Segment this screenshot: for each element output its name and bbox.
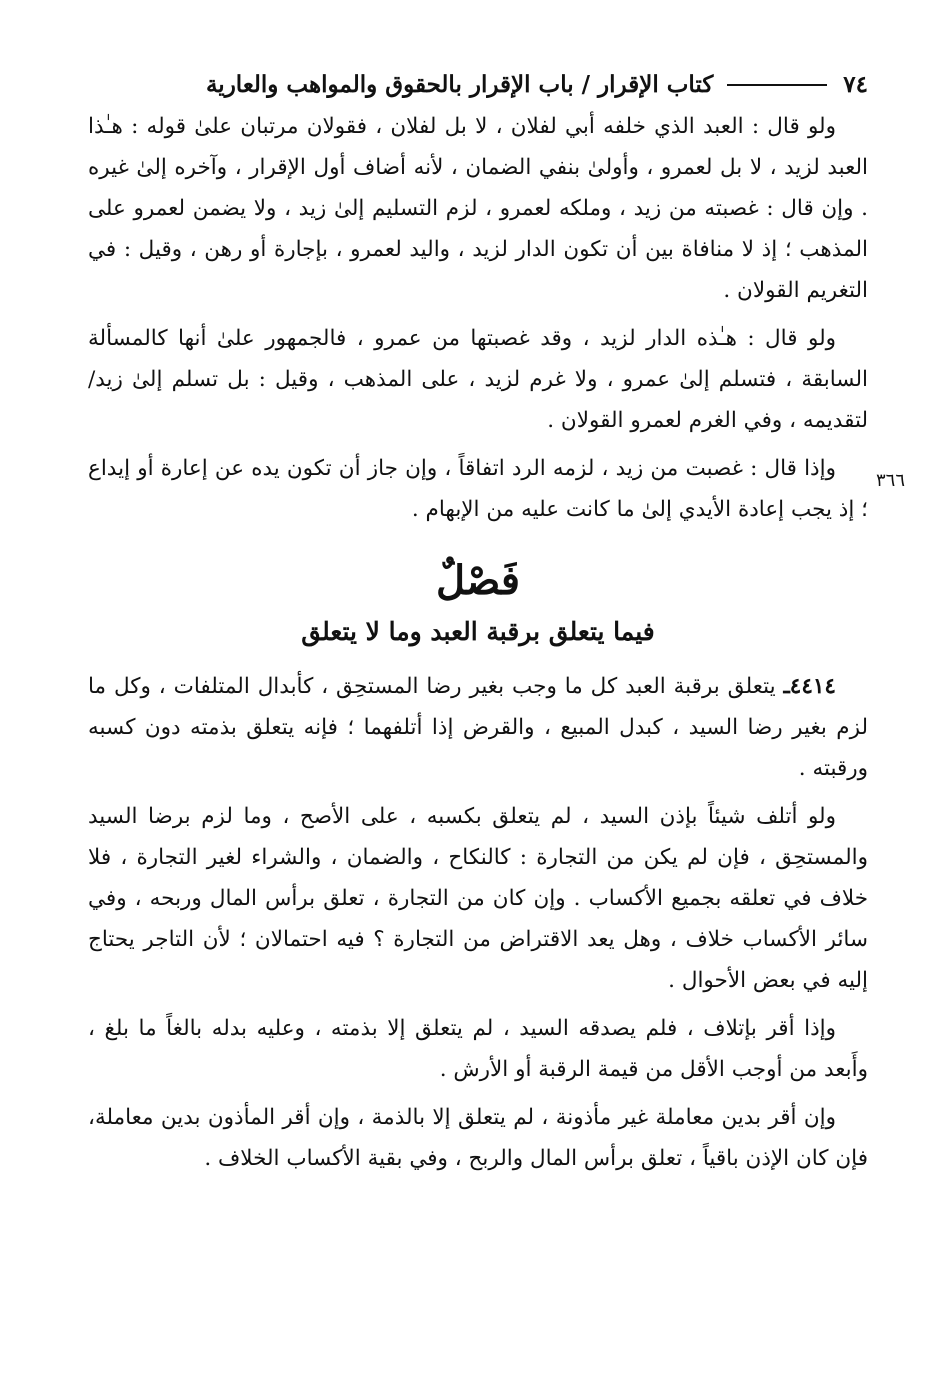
paragraph-4414 [88,666,868,789]
issue-number: ٤٤١٤ـ [783,674,836,699]
paragraph-4414-text: يتعلق برقبة العبد كل ما وجب بغير رضا المستحِق ، كأبدال المتلفات ، وكل ما لزم بغير رضا السيد ، كبدل المبيع ، والقرض إذا أتلفهما ؛ فإنه يتعلق بذمته دون كسبه ورقبته . [88,674,868,781]
paragraph-2: ولو قال : هـٰذه الدار لزيد ، وقد غصبتها من عمرو ، فالجمهور علىٰ أنها كالمسألة السابقة ، فتسلم إلىٰ عمرو ، ولا غرم لزيد ، على المذهب ، وقيل : بل تسلم إلىٰ زيد/ لتقديمه ، وفي الغرم لعمرو القولان . [88,326,868,433]
header-rule [727,84,827,86]
paragraph-5: ولو أتلف شيئاً بإذن السيد ، لم يتعلق بكسبه ، على الأصح ، وما لزم برضا السيد والمستحِق ، فإن لم يكن من التجارة : كالنكاح ، والضمان ، والشراء لغير التجارة ، فلا خلاف في تعلقه بجميع الأكساب . وإن كان من التجارة ، تعلق برأس المال وربحه ، وفي سائر الأكساب خلاف ، وهل يعد الاقتراض من التجارة ؟ فيه احتمالان ؛ لأن التاجر يحتاج إليه في بعض الأحوال . [88,804,868,993]
section-ornament: فَصْلٌ [435,557,521,604]
paragraph-6: وإذا أقر بإتلاف ، فلم يصدقه السيد ، لم يتعلق إلا بذمته ، وعليه بدله بالغاً ما بلغ ، وأَبعد من أوجب الأقل من قيمة الرقبة أو الأرش . [88,1016,868,1082]
page-body [88,70,868,1186]
paragraph-1: ولو قال : العبد الذي خلفه أبي لفلان ، لا بل لفلان ، فقولان مرتبان علىٰ قوله : هـٰذا العبد لزيد ، لا بل لعمرو ، وأولىٰ بنفي الضمان ، لأنه أضاف أول الإقرار ، وآخره إلىٰ غيره . وإن قال : غصبته من زيد ، وملكه لعمرو ، لزم التسليم إلىٰ زيد ، ولا يضمن لعمرو على المذهب ؛ إذ لا منافاة بين أن تكون الدار لزيد ، واليد لعمرو ، بإجارة أو رهن ، وقيل : في التغريم القولان . [88,114,868,303]
margin-page-note: ٣٦٦ [876,470,906,491]
paragraph-7: وإن أقر بدين معاملة غير مأذونة ، لم يتعلق إلا بالذمة ، وإن أقر المأذون بدين معاملة، فإن كان الإذن باقياً ، تعلق برأس المال والربح ، وفي بقية الأكساب الخلاف . [88,1105,868,1171]
section-title: فيما يتعلق برقبة العبد وما لا يتعلق [301,617,655,646]
running-title: كتاب الإقرار / باب الإقرار بالحقوق والمواهب والعارية [205,71,714,98]
page-number: ٧٤ [843,71,868,98]
paragraph-3: وإذا قال : غصبت من زيد ، لزمه الرد اتفاقاً ، وإن جاز أن تكون يده عن إعارة أو إيداع ؛ إذ يجب إعادة الأيدي إلىٰ ما كانت عليه من الإبهام . [88,456,868,522]
running-header [88,70,868,106]
